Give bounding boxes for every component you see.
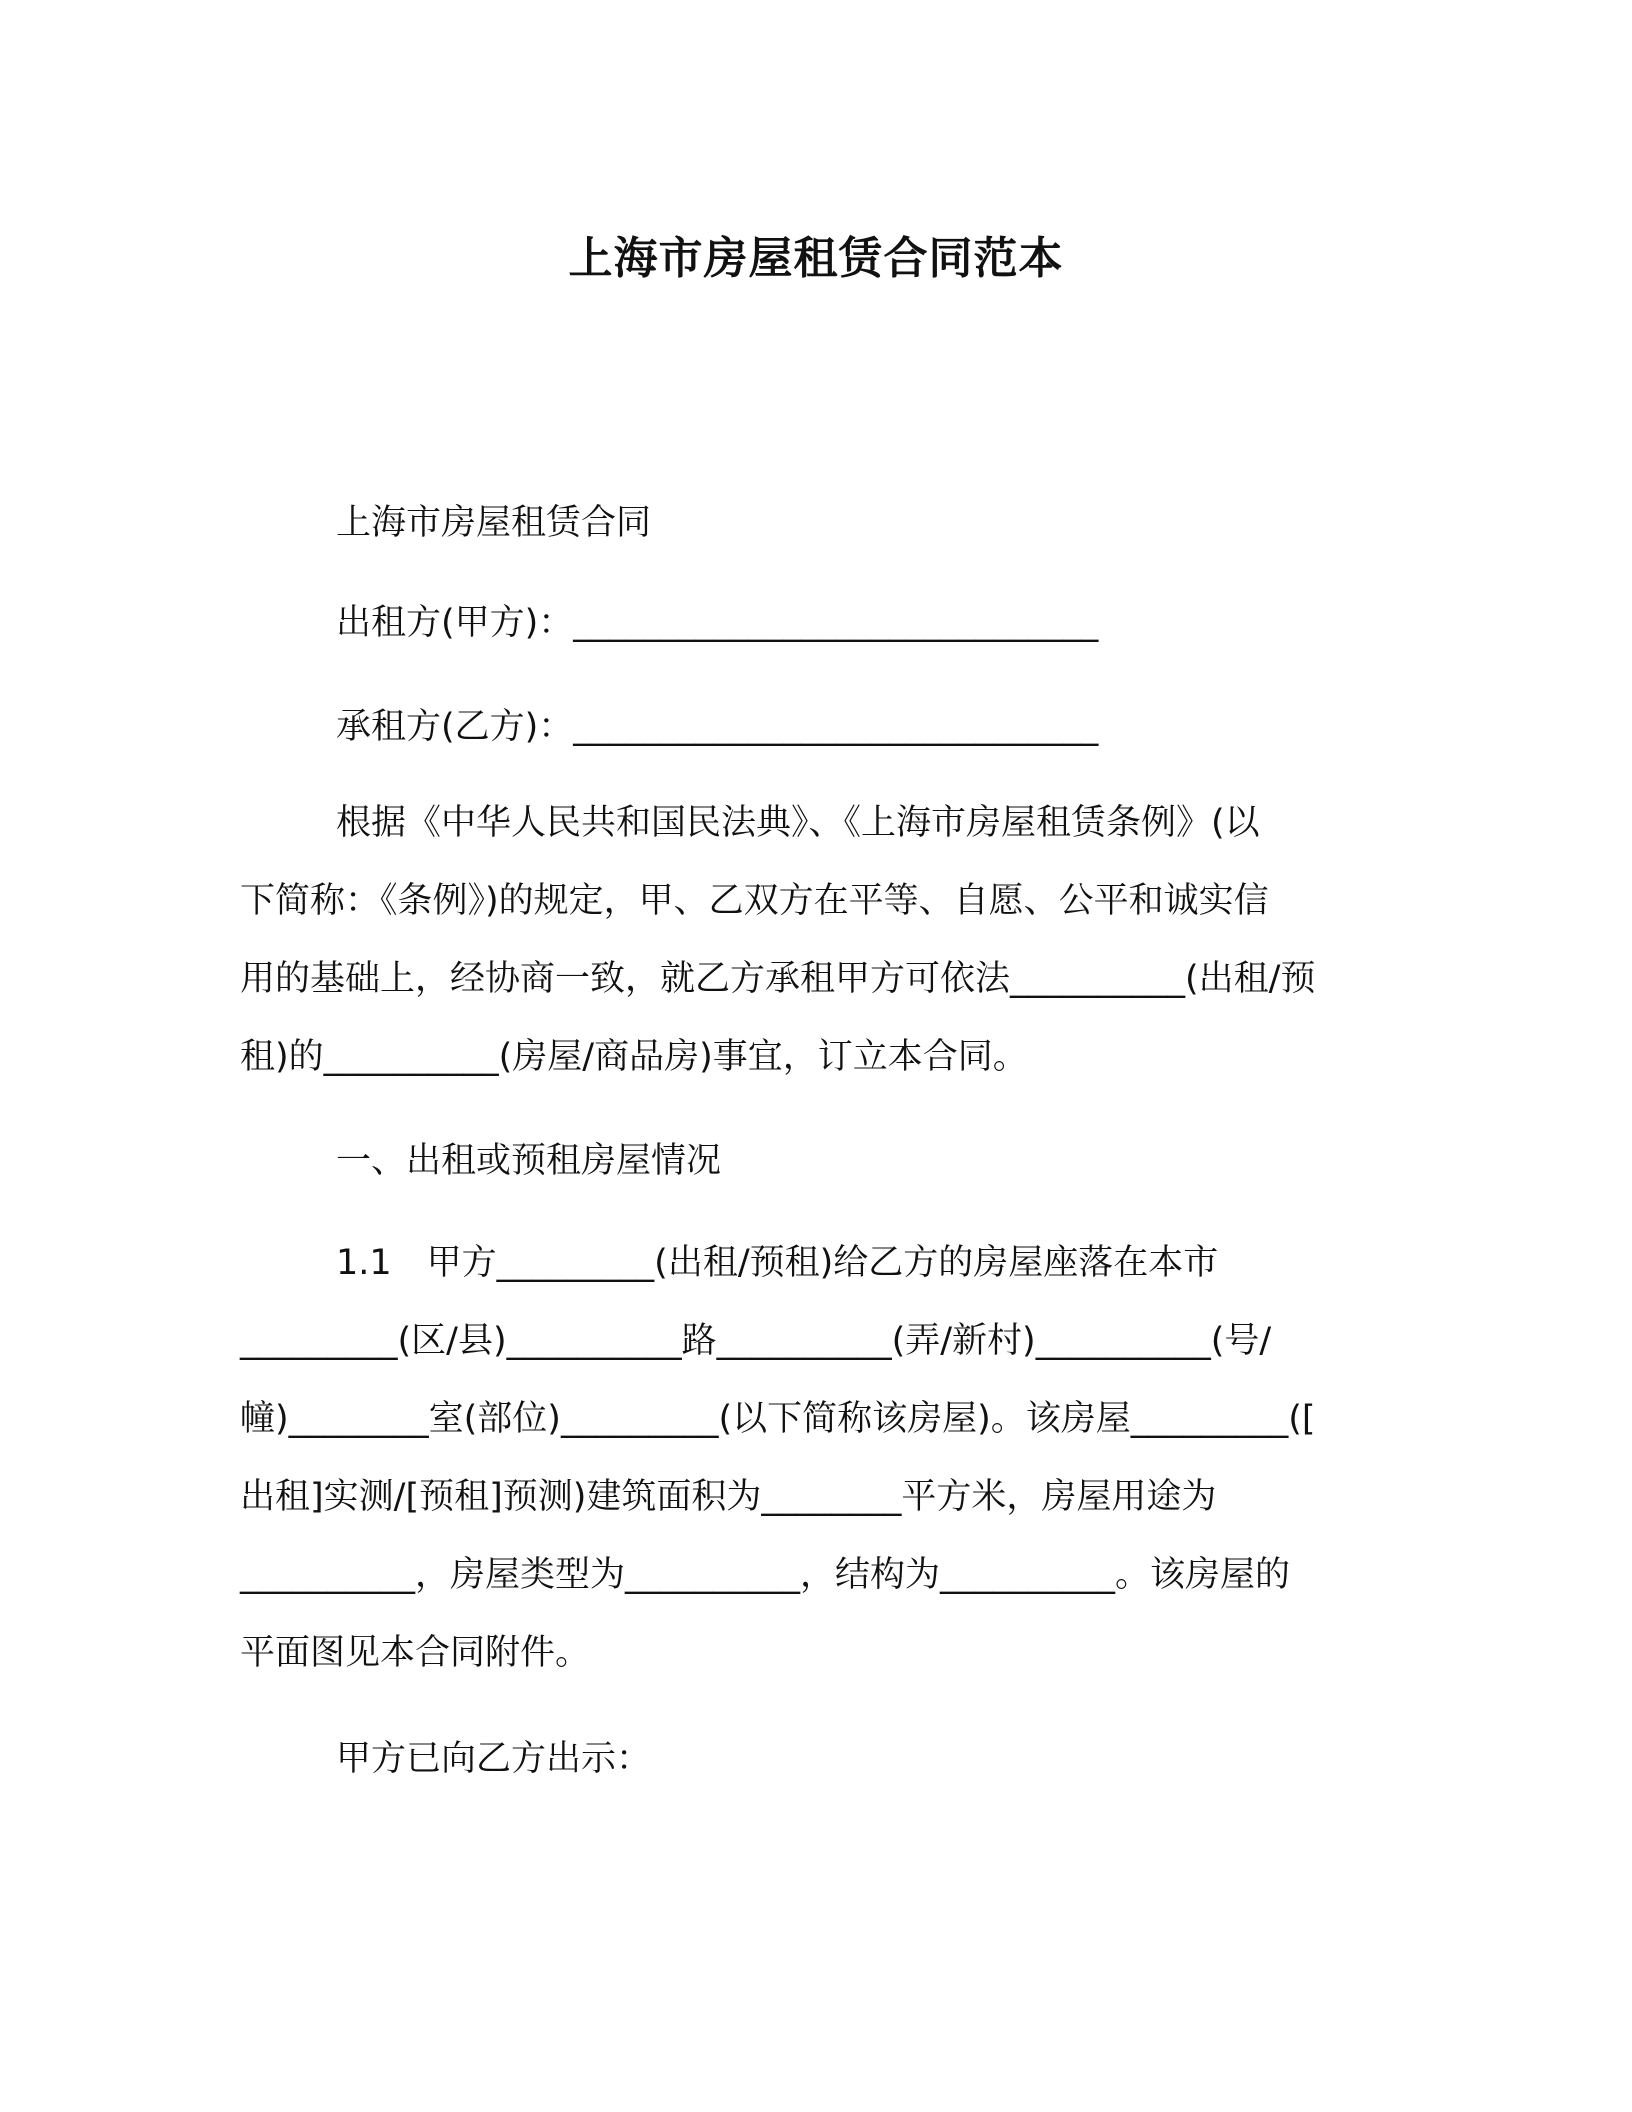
lessee-line: 承租方(乙方)：______________________________ bbox=[336, 707, 1099, 747]
contract-subtitle: 上海市房屋租赁合同 bbox=[336, 503, 652, 543]
clause-line: 1.1 甲方_________(出租/预租)给乙方的房屋座落在本市 bbox=[336, 1243, 1219, 1283]
preamble-line: 下简称：《条例》)的规定，甲、乙双方在平等、自愿、公平和诚实信 bbox=[240, 881, 1269, 921]
clause-line: __________，房屋类型为__________，结构为__________。该房屋的 bbox=[240, 1555, 1291, 1595]
document-title: 上海市房屋租赁合同范本 bbox=[568, 233, 1064, 284]
clause-line: 出租]实测/[预租]预测)建筑面积为________平方米，房屋用途为 bbox=[240, 1477, 1217, 1517]
lessor-line: 出租方(甲方)：______________________________ bbox=[336, 603, 1099, 643]
shown-documents-line: 甲方已向乙方出示： bbox=[336, 1739, 652, 1779]
section-1-heading: 一、出租或预租房屋情况 bbox=[336, 1141, 722, 1181]
preamble-line: 租)的__________(房屋/商品房)事宜，订立本合同。 bbox=[240, 1037, 1028, 1077]
clause-line: 幢)________室(部位)_________(以下简称该房屋)。该房屋_________([ bbox=[240, 1399, 1316, 1439]
clause-line: 平面图见本合同附件。 bbox=[240, 1633, 591, 1673]
preamble-line: 根据《中华人民共和国民法典》、《上海市房屋租赁条例》(以 bbox=[336, 803, 1260, 843]
clause-line: _________(区/县)__________路__________(弄/新村)__________(号/ bbox=[240, 1321, 1272, 1361]
preamble-paragraph bbox=[240, 784, 1400, 1096]
preamble-line: 用的基础上，经协商一致，就乙方承租甲方可依法__________(出租/预 bbox=[240, 959, 1316, 999]
clause-1-1-paragraph bbox=[240, 1224, 1400, 1692]
